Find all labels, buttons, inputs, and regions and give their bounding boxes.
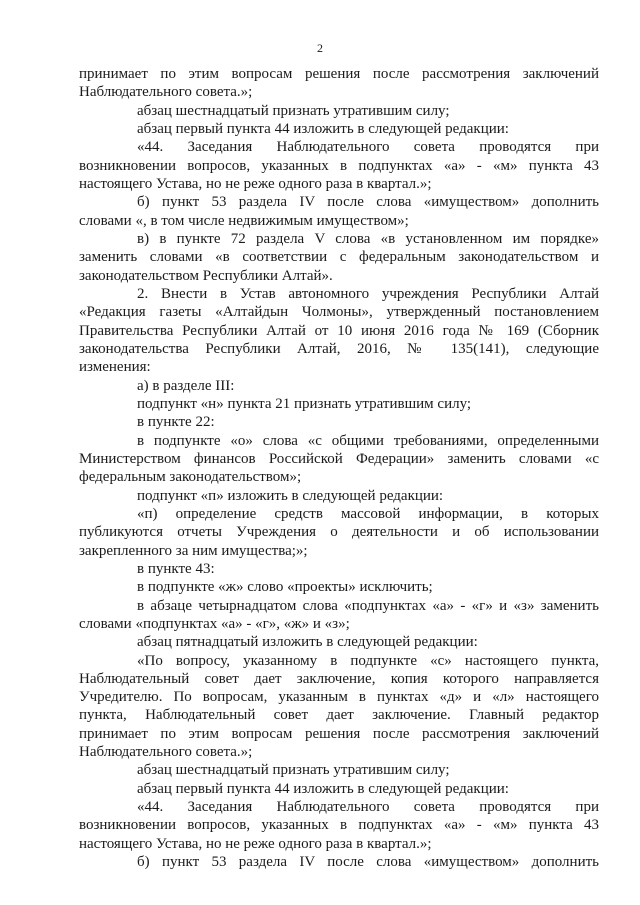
text-line: подпункт «н» пункта 21 признать утратившим силу;: [137, 395, 472, 412]
text-line: абзац шестнадцатый признать утратившим силу;: [137, 102, 450, 119]
text-line: подпункт «п» изложить в следующей редакции:: [137, 487, 444, 504]
text-line: Наблюдательного совета.»;: [79, 84, 253, 101]
text-line: «44. Заседания Наблюдательного совета проводятся при: [137, 799, 599, 816]
text-line: словами «подпунктах «а» - «г», «ж» и «з»;: [79, 615, 350, 632]
text-line: в абзаце четырнадцатом слова «подпунктах «а» - «г» и «з» заменить: [137, 597, 599, 614]
text-line: в подпункте «ж» слово «проекты» исключить;: [137, 579, 433, 596]
text-line: в пункте 22:: [137, 414, 215, 431]
text-line: заменить словами «в соответствии с федеральным законодательством и: [79, 249, 599, 266]
text-line: 2. Внести в Устав автономного учреждения Республики Алтай: [137, 285, 599, 302]
text-line: изменения:: [79, 359, 151, 376]
text-line: федеральным законодательством»;: [79, 469, 302, 486]
text-line: в) в пункте 72 раздела V слова «в установленном им порядке»: [137, 230, 599, 247]
text-line: словами «, в том числе недвижимым имуществом»;: [79, 212, 409, 229]
text-line: Правительства Республики Алтай от 10 июня 2016 года № 169 (Сборник: [79, 322, 599, 339]
text-line: Наблюдательного совета.»;: [79, 744, 253, 761]
text-line: возникновении вопросов, указанных в подпунктах «а» - «м» пункта 43: [79, 157, 599, 174]
text-line: «Редакция газеты «Алтайдын Чолмоны», утвержденный постановлением: [79, 304, 599, 321]
text-line: законодательством Республики Алтай».: [79, 267, 333, 284]
text-line: Учредителю. По вопросам, указанным в пунктах «д» и «л» настоящего: [79, 689, 599, 706]
text-line: принимает по этим вопросам решения после рассмотрения заключений: [79, 725, 599, 742]
text-line: б) пункт 53 раздела IV после слова «имуществом» дополнить: [137, 854, 599, 871]
document-body: [79, 65, 599, 871]
text-line: настоящего Устава, но не реже одного раза в квартал.»;: [79, 175, 432, 192]
text-line: настоящего Устава, но не реже одного раза в квартал.»;: [79, 835, 432, 852]
page-number: 2: [317, 41, 323, 55]
text-line: «44. Заседания Наблюдательного совета проводятся при: [137, 139, 599, 156]
text-line: Наблюдательный совет дает заключение, копия которого направляется: [79, 670, 599, 687]
text-line: абзац шестнадцатый признать утратившим силу;: [137, 762, 450, 779]
text-line: абзац первый пункта 44 изложить в следующей редакции:: [137, 120, 509, 137]
text-line: в подпункте «о» слова «с общими требованиями, определенными: [137, 432, 599, 449]
text-line: пункта, Наблюдательный совет дает заключение. Главный редактор: [79, 707, 599, 724]
text-line: закрепленного за ним имущества;»;: [79, 542, 308, 559]
text-line: а) в разделе III:: [137, 377, 235, 394]
text-line: законодательства Республики Алтай, 2016, № 135(141), следующие: [79, 340, 599, 357]
text-line: принимает по этим вопросам решения после рассмотрения заключений: [79, 66, 599, 82]
text-line: «п) определение средств массовой информации, в которых: [137, 505, 599, 522]
text-line: б) пункт 53 раздела IV после слова «имуществом» дополнить: [137, 194, 599, 211]
text-line: абзац пятнадцатый изложить в следующей редакции:: [137, 634, 478, 651]
text-line: Министерством финансов Российской Федерации» заменить словами «с: [79, 450, 599, 467]
text-line: «По вопросу, указанному в подпункте «с» настоящего пункта,: [137, 652, 599, 669]
text-line: возникновении вопросов, указанных в подпунктах «а» - «м» пункта 43: [79, 817, 599, 834]
text-line: абзац первый пункта 44 изложить в следующей редакции:: [137, 780, 509, 797]
text-line: в пункте 43:: [137, 560, 215, 577]
text-line: публикуются отчеты Учреждения о деятельности и об использовании: [79, 524, 599, 541]
